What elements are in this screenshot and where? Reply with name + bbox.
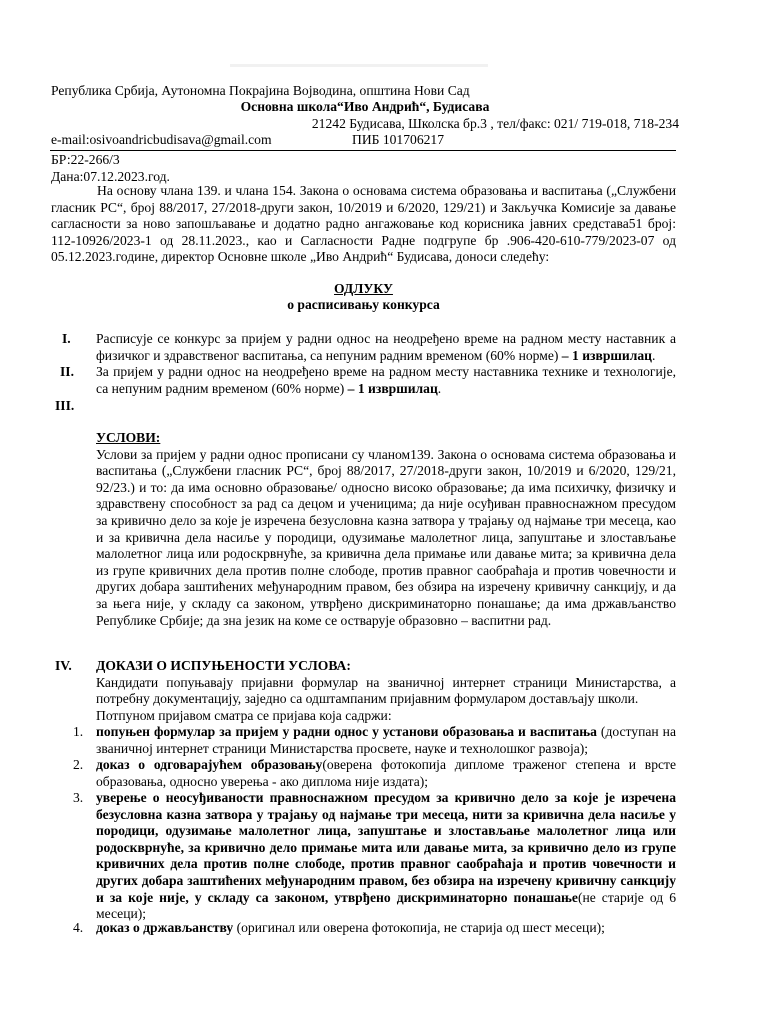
document-number: БР:22-266/3 bbox=[51, 152, 120, 167]
section-4-numeral: IV. bbox=[55, 658, 72, 673]
section-1-numeral: I. bbox=[62, 331, 71, 346]
letterhead-pib: ПИБ 101706217 bbox=[352, 132, 445, 147]
document-meta bbox=[51, 152, 170, 185]
evidence-heading: ДОКАЗИ О ИСПУЊЕНОСТИ УСЛОВА: bbox=[96, 658, 351, 673]
decision-subtitle: о расписивању конкурса bbox=[287, 297, 440, 312]
section-3-body bbox=[96, 430, 676, 629]
list-item-1-number: 1. bbox=[73, 724, 84, 739]
section-3-numeral: III. bbox=[55, 398, 75, 413]
letterhead-jurisdiction: Република Србија, Аутономна Покрајина Војводина, општина Нови Сад bbox=[51, 83, 470, 98]
header-divider bbox=[50, 150, 676, 151]
section-2-numeral: II. bbox=[60, 364, 74, 379]
letterhead-address: 21242 Будисава, Школска бр.3 , тел/факс: 021/ 719-018, 718-234 bbox=[311, 116, 679, 131]
list-item: попуњен формулар за пријем у радни однос у установи образовања и васпитања (доступан на званичној интернет страници Министарства просвете, науке и технолошког развоја); bbox=[96, 724, 676, 756]
section-4-body bbox=[96, 658, 676, 724]
preamble bbox=[51, 183, 676, 266]
conditions-heading: УСЛОВИ: bbox=[96, 430, 161, 445]
evidence-intro-2: Потпуном пријавом сматра се пријава која садржи: bbox=[96, 707, 392, 723]
list-item-3-number: 3. bbox=[73, 790, 84, 805]
document-date: Дана:07.12.2023.год. bbox=[51, 168, 170, 184]
letterhead-school-name: Основна школа“Иво Андрић“, Будисава bbox=[240, 99, 490, 114]
section-1-text: Расписује се конкурс за пријем у радни однос на неодређено време на радном месту наставник а физичког и здравственог васпитања, са непуним радним временом (60% норме) – 1 извршилац. bbox=[96, 331, 676, 363]
evidence-intro: Кандидати попуњавају пријавни формулар на званичној интернет страници Министарства, а потребну документацију, заједно са одштампаним пријавним формуларом достављају школи. bbox=[96, 674, 676, 707]
conditions-text: Услови за пријем у радни однос прописани су чланом139. Закона о основама система образовања и васпитања („Службени гласник РС“, број 88/2017, 27/2018-други закон, 10/2019 и 6/2020, 129/21, 92/23.) и то: да има основно образовање/ односно високо образовање; да има психичку, физичку и здравствену способност за рад са децом и ученицима; да није осуђиван правноснажном пресудом за кривично дело за које је изречена безусловна казна затвора у трајању од најмање три месеца, као и за кривична дела насиље у породици, одузимање малолетног лица, запуштање и злостављање малолетног лица или родоскрвнуће, за кривична дела примање или давање мита; за кривична дела из групе кривичних дела против полне слободе, против правног саобраћаја и против човечности и других добара заштићених међународним правом, без обзира на изречену кривичну санкцију, и да за њега није, у складу са законом, утврђено дискриминаторно понашање; да има држављанство Републике Србије; да зна језик на коме се остварује образовно – васпитни рад. bbox=[96, 446, 676, 628]
list-item-2-number: 2. bbox=[73, 757, 84, 772]
list-item: доказ о одговарајућем образовању(оверена фотокопија дипломе траженог степена и врсте образовања, односно уверења - ако диплома није издата); bbox=[96, 757, 677, 789]
top-decoration-bar bbox=[230, 64, 488, 67]
list-item: уверење о неосуђиваности правноснажном пресудом за кривично дело за које је изречена безусловна казна затвора у трајању од најмање три месеца, нити за кривична дела насиље у породици, одузимање малолетног лица, запуштање и злостављање малолетног лица или родоскврнуће, за кривично дело примање мита или давање мита, за кривично дело из групе кривичних дела против полне слободе, против правног саобраћаја и против човечности и других добара заштићених међународним правом, без обзира на изречену кривичну санкцију и за које није, у складу са законом, утврђено дискриминаторно понашање(не старије од 6 месеци); bbox=[96, 790, 676, 922]
decision-title: ОДЛУКУ bbox=[334, 281, 393, 296]
letterhead-email: e-mail:osivoandricbudisava@gmail.com bbox=[51, 132, 272, 147]
section-2-text: За пријем у радни однос на неодређено време на радном месту наставника технике и технологије, са непуним радним временом (60% норме) – 1 извршилац. bbox=[96, 364, 676, 396]
preamble-text: На основу члана 139. и члана 154. Закона о основама система образовања и васпитања („Службени гласник РС“, број 88/2017, 27/2018-други закон, 10/2019 и 6/2020, 129/21) и Закључка Комисије за давање сагласности за ново запошљавање и додатно радно ангажовање код корисника јавних средстава51 број: 112-10926/2023-1 од 28.11.2023., као и Сагласности Радне подгрупе бр .906-420-610-779/2023-07 од 05.12.2023.године, директор Основне школе „Иво Андрић“ Будисава, доноси следећу: bbox=[51, 183, 676, 265]
list-item-4-number: 4. bbox=[73, 920, 84, 935]
list-item: доказ о држављанству (оригинал или оверена фотокопија, не старија од шест месеци); bbox=[96, 920, 605, 935]
